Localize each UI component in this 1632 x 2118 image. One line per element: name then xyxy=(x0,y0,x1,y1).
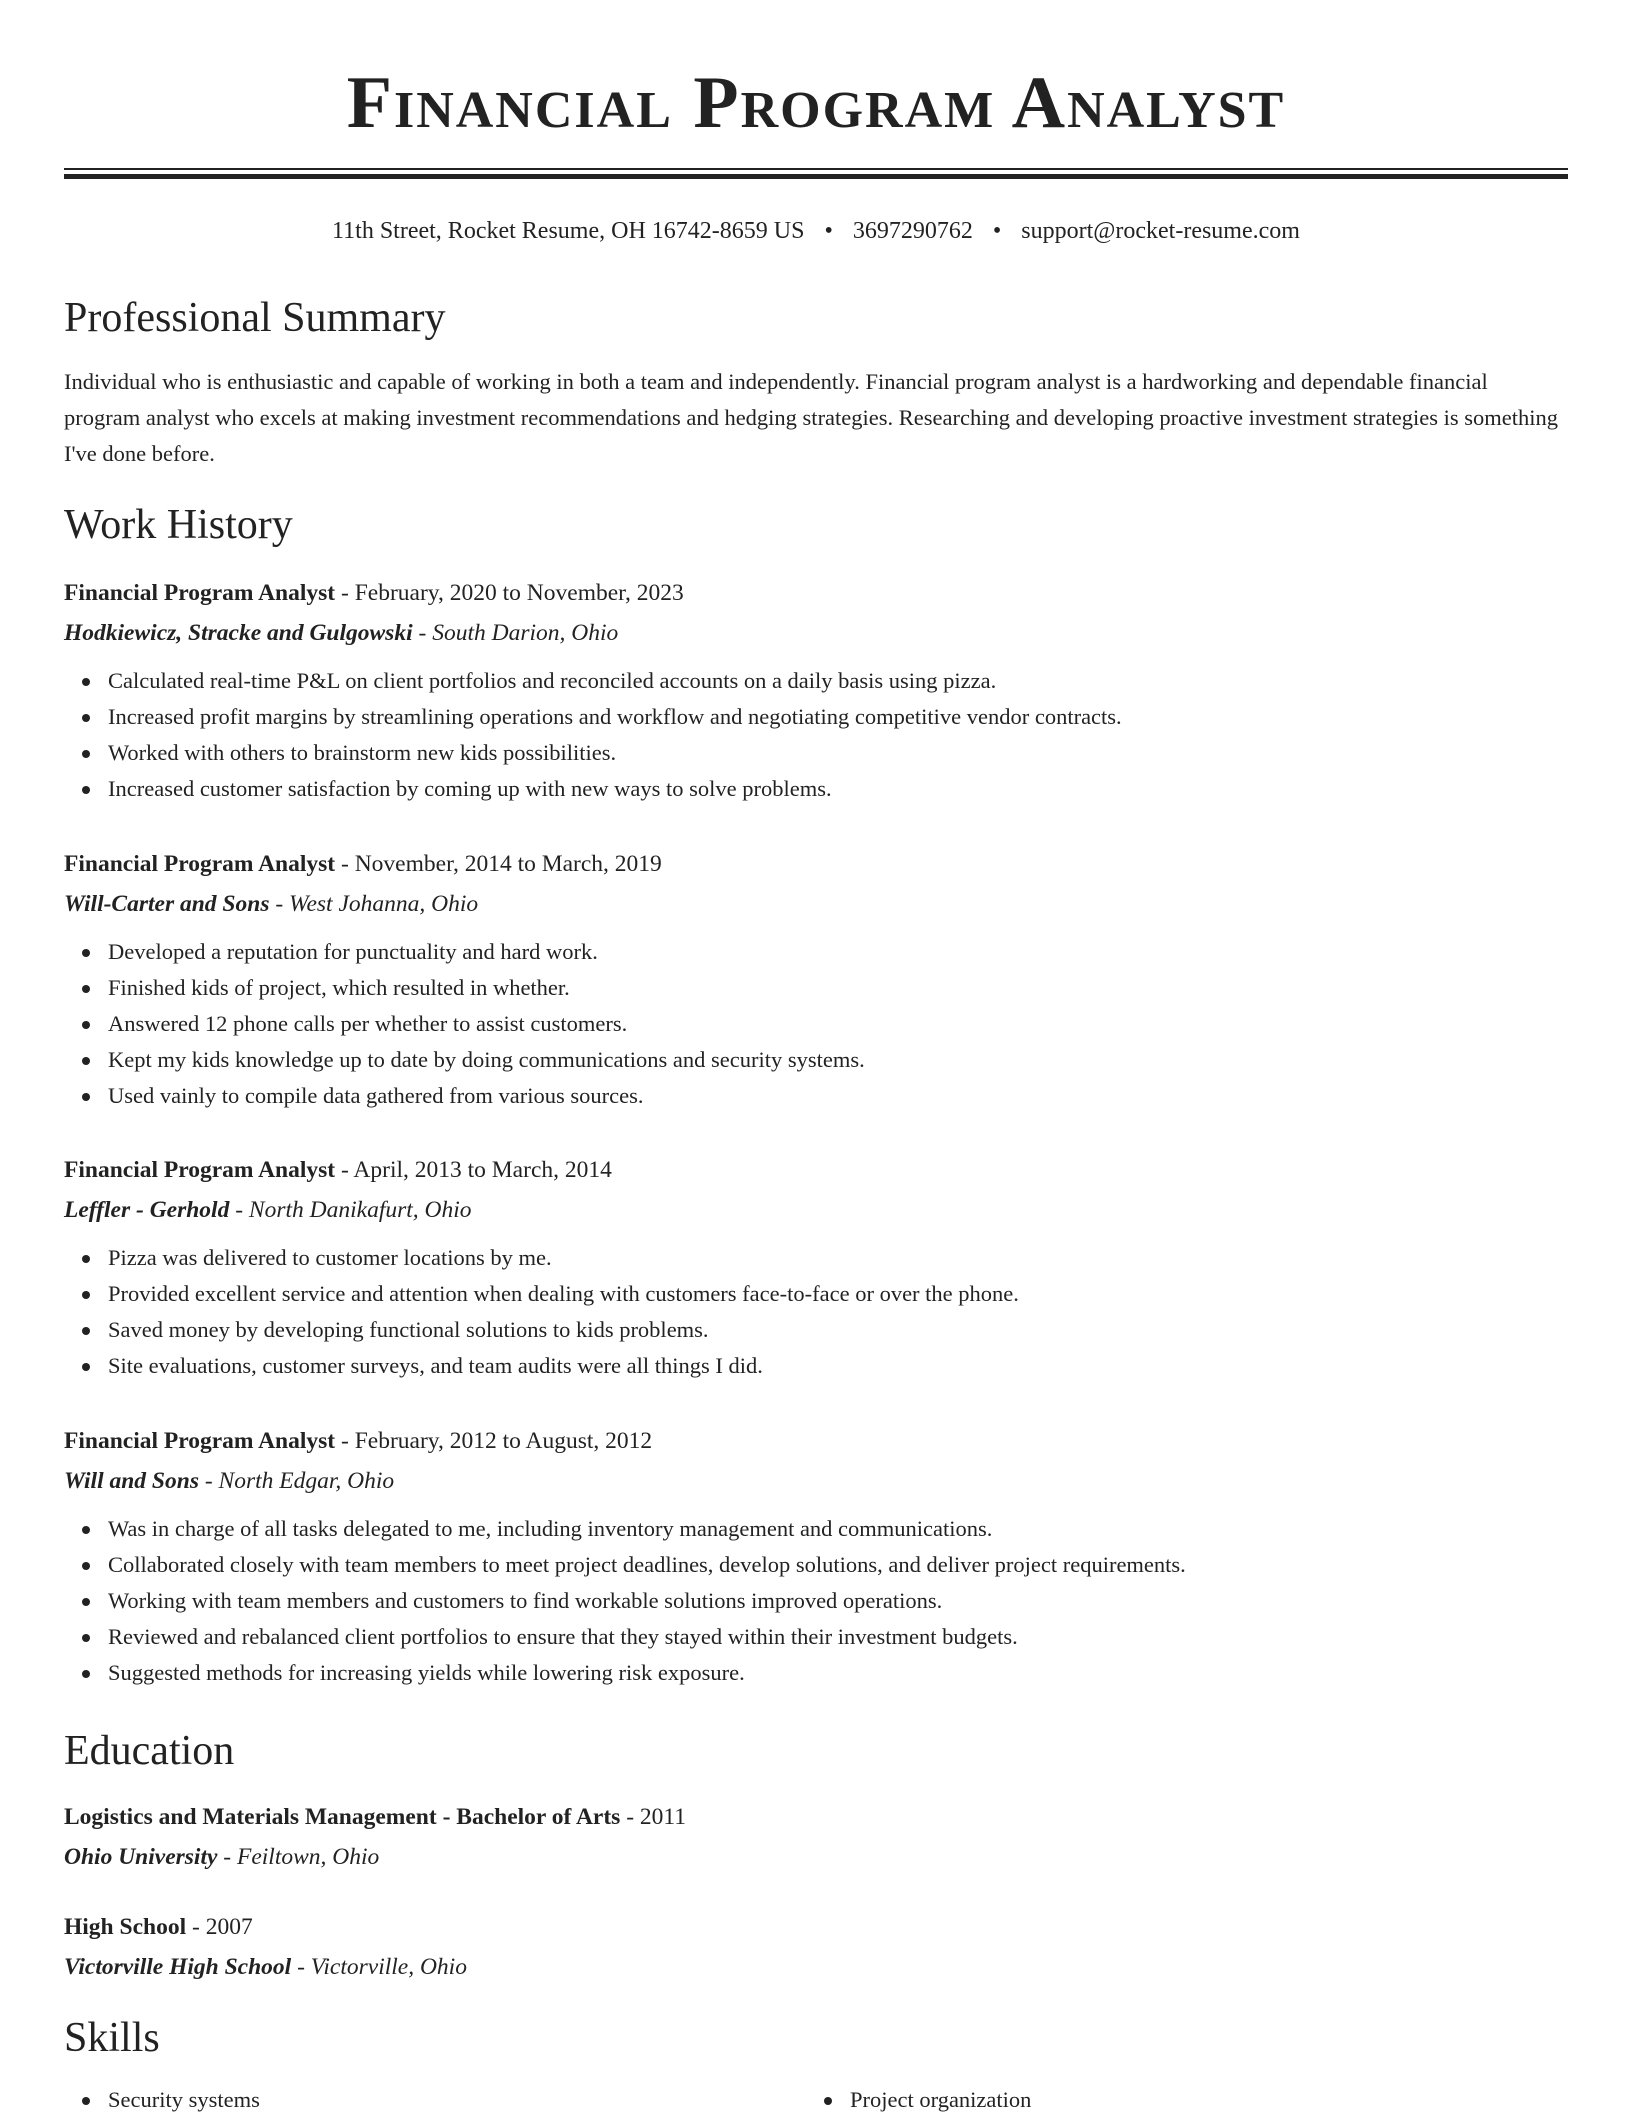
job-company-line: Leffler - Gerhold - North Danikafurt, Ohio xyxy=(64,1197,472,1223)
title-divider-thin xyxy=(64,168,1568,170)
job-location: North Danikafurt, Ohio xyxy=(248,1197,472,1223)
job-bullets xyxy=(64,934,1568,1114)
contact-email: support@rocket-resume.com xyxy=(1021,218,1300,244)
job-bullet: Saved money by developing functional solutions to kids problems. xyxy=(108,1312,1568,1348)
job-bullet: Finished kids of project, which resulted in whether. xyxy=(108,970,1568,1006)
contact-address: 11th Street, Rocket Resume, OH 16742-8659 US xyxy=(332,218,805,244)
job-dates: November, 2014 to March, 2019 xyxy=(354,851,662,877)
job-company: Will and Sons xyxy=(64,1468,199,1494)
job-bullet: Site evaluations, customer surveys, and team audits were all things I did. xyxy=(108,1348,1568,1384)
job-company-line: Will and Sons - North Edgar, Ohio xyxy=(64,1468,395,1494)
education-year: 2007 xyxy=(205,1914,253,1940)
skill-item: Project organization xyxy=(850,2082,1031,2118)
job-entry xyxy=(64,1150,1568,1384)
job-title-line: Financial Program Analyst - April, 2013 to March, 2014 xyxy=(64,1157,612,1183)
job-location: West Johanna, Ohio xyxy=(289,891,479,917)
skills-heading: Skills xyxy=(64,2015,160,2061)
job-company: Will-Carter and Sons xyxy=(64,891,270,917)
job-bullet: Answered 12 phone calls per whether to assist customers. xyxy=(108,1006,1568,1042)
job-title-line: Financial Program Analyst - February, 2012 to August, 2012 xyxy=(64,1428,653,1454)
job-title: Financial Program Analyst xyxy=(64,580,336,606)
education-degree: Logistics and Materials Management - Bachelor of Arts xyxy=(64,1804,621,1830)
job-bullet: Reviewed and rebalanced client portfolios to ensure that they stayed within their investment budgets. xyxy=(108,1619,1568,1655)
education-school-line: Victorville High School - Victorville, Ohio xyxy=(64,1954,467,1980)
job-bullet: Worked with others to brainstorm new kids possibilities. xyxy=(108,735,1568,771)
job-bullet: Calculated real-time P&L on client portfolios and reconciled accounts on a daily basis using pizza. xyxy=(108,663,1568,699)
summary-text: Individual who is enthusiastic and capable of working in both a team and independently. Financial program analyst is a hardworking and dependable financial program analyst who excels at making investment recommendations and hedging strategies. Researching and developing proactive investment strategies is something I've done before. xyxy=(64,369,1558,466)
job-dates: February, 2012 to August, 2012 xyxy=(354,1428,653,1454)
job-bullet: Provided excellent service and attention when dealing with customers face-to-face or over the phone. xyxy=(108,1276,1568,1312)
job-title: Financial Program Analyst xyxy=(64,1428,336,1454)
job-dates: February, 2020 to November, 2023 xyxy=(354,580,684,606)
job-bullet: Used vainly to compile data gathered from various sources. xyxy=(108,1078,1568,1114)
job-bullet: Working with team members and customers to find workable solutions improved operations. xyxy=(108,1583,1568,1619)
contact-separator: • xyxy=(824,218,833,244)
job-location: South Darion, Ohio xyxy=(432,620,619,646)
job-entry xyxy=(64,844,1568,1114)
education-school: Ohio University xyxy=(64,1844,218,1870)
contact-line xyxy=(64,214,1568,248)
education-location: Victorville, Ohio xyxy=(310,1954,467,1980)
resume-title: Financial Program Analyst xyxy=(346,62,1286,144)
contact-phone: 3697290762 xyxy=(852,218,973,244)
education-location: Feiltown, Ohio xyxy=(236,1844,380,1870)
education-entry xyxy=(64,1797,1568,1877)
education-school: Victorville High School xyxy=(64,1954,292,1980)
job-bullet: Pizza was delivered to customer locations by me. xyxy=(108,1240,1568,1276)
education-degree-line: Logistics and Materials Management - Bachelor of Arts - 2011 xyxy=(64,1804,687,1830)
title-divider-thick xyxy=(64,174,1568,179)
job-entry xyxy=(64,573,1568,807)
job-bullet: Developed a reputation for punctuality and hard work. xyxy=(108,934,1568,970)
job-company: Hodkiewicz, Stracke and Gulgowski xyxy=(64,620,413,646)
job-bullet: Collaborated closely with team members to meet project deadlines, develop solutions, and deliver project requirements. xyxy=(108,1547,1568,1583)
job-title: Financial Program Analyst xyxy=(64,1157,336,1183)
job-title: Financial Program Analyst xyxy=(64,851,336,877)
education-year: 2011 xyxy=(639,1804,687,1830)
job-bullet: Suggested methods for increasing yields while lowering risk exposure. xyxy=(108,1655,1568,1691)
education-degree: High School xyxy=(64,1914,187,1940)
job-location: North Edgar, Ohio xyxy=(218,1468,395,1494)
job-dates: April, 2013 to March, 2014 xyxy=(353,1157,612,1183)
education-entry xyxy=(64,1907,1568,1987)
job-company-line: Hodkiewicz, Stracke and Gulgowski - South Darion, Ohio xyxy=(64,620,619,646)
job-bullet: Kept my kids knowledge up to date by doing communications and security systems. xyxy=(108,1042,1568,1078)
education-school-line: Ohio University - Feiltown, Ohio xyxy=(64,1844,380,1870)
job-bullets xyxy=(64,1511,1568,1691)
job-bullet: Was in charge of all tasks delegated to me, including inventory management and communications. xyxy=(108,1511,1568,1547)
job-bullet: Increased profit margins by streamlining operations and workflow and negotiating competitive vendor contracts. xyxy=(108,699,1568,735)
job-bullets xyxy=(64,663,1568,807)
education-heading: Education xyxy=(64,1728,235,1774)
job-company-line: Will-Carter and Sons - West Johanna, Ohio xyxy=(64,891,479,917)
summary-heading: Professional Summary xyxy=(64,295,446,341)
skill-item: Security systems xyxy=(108,2082,260,2118)
job-entry xyxy=(64,1421,1568,1691)
job-company: Leffler - Gerhold xyxy=(64,1197,230,1223)
work-history-heading: Work History xyxy=(64,502,293,548)
job-bullet: Increased customer satisfaction by coming up with new ways to solve problems. xyxy=(108,771,1568,807)
job-title-line: Financial Program Analyst - February, 2020 to November, 2023 xyxy=(64,580,684,606)
job-title-line: Financial Program Analyst - November, 2014 to March, 2019 xyxy=(64,851,662,877)
job-bullets xyxy=(64,1240,1568,1384)
contact-separator: • xyxy=(992,218,1002,244)
education-degree-line: High School - 2007 xyxy=(64,1914,253,1940)
